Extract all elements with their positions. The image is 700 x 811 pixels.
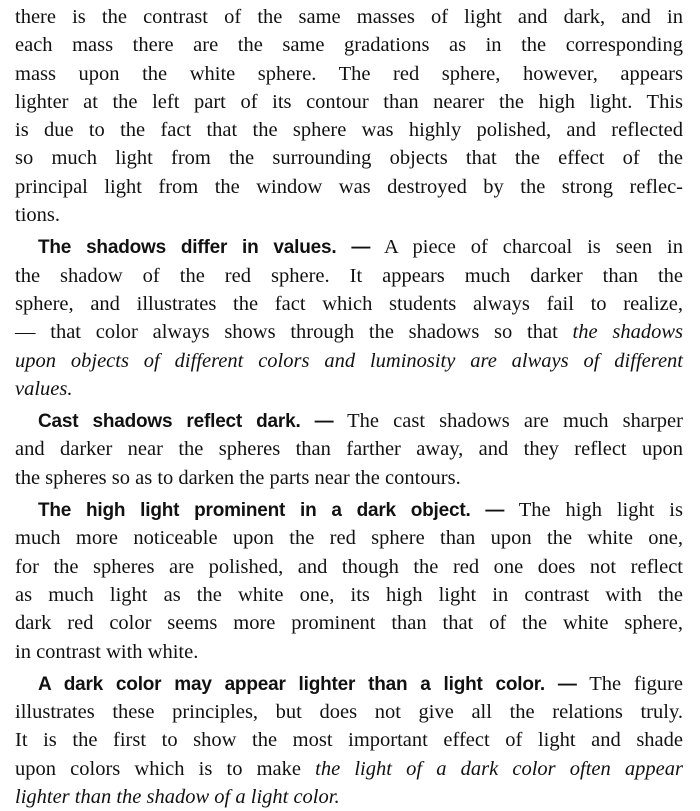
emphasis-line: upon objects of different colors and luminosity are always of different [15, 349, 683, 372]
section-heading: The high light prominent in a dark object. — [38, 500, 505, 522]
emphasis-text: the shadows [572, 321, 683, 344]
text-line: for the spheres are polished, and though the red one does not reflect [15, 555, 683, 578]
text-line [15, 496, 683, 524]
text-line: illustrates these principles, but does not give all the relations truly. [15, 701, 683, 724]
text-line: each mass there are the same gradations as in the corresponding [15, 34, 683, 57]
section-heading: Cast shadows reflect dark. — [38, 411, 334, 433]
text-line: principal light from the window was destroyed by the strong reflec- [15, 175, 683, 198]
text-line: as much light as the white one, its high light in contrast with the [15, 583, 683, 606]
text-line: so much light from the surrounding objects that the effect of the [15, 147, 683, 170]
text-run: The high light is [504, 499, 683, 522]
paragraph-cast-shadows [15, 407, 683, 492]
section-heading: The shadows differ in values. — [38, 237, 371, 259]
text-line [15, 233, 683, 261]
text-run: A piece of charcoal is seen in [370, 236, 683, 259]
emphasis-line: lighter than the shadow of a light color. [15, 786, 340, 809]
text-line: and darker near the spheres than farther away, and they reflect upon [15, 438, 683, 461]
text-run: The cast shadows are much sharper [333, 410, 683, 433]
text-run: — that color always shows through the shadows so that [15, 321, 573, 344]
text-line: much more noticeable upon the red sphere than upon the white one, [15, 527, 683, 550]
text-line: sphere, and illustrates the fact which students always fail to realize, [15, 292, 683, 315]
text-line: tions. [15, 204, 60, 227]
text-line: in contrast with white. [15, 640, 199, 663]
paragraph-high-light [15, 496, 683, 666]
text-line: dark red color seems more prominent than that of the white sphere, [15, 612, 683, 635]
text-line [15, 318, 683, 346]
text-run: upon colors which is to make [15, 757, 316, 780]
section-heading: A dark color may appear lighter than a light color. — [38, 673, 577, 695]
paragraph-dark-color [15, 670, 683, 811]
document-page [15, 3, 683, 811]
text-line [15, 755, 683, 783]
text-run: The figure [576, 672, 683, 695]
emphasis-text: the light of a dark color often appear [315, 757, 683, 780]
text-line [15, 407, 683, 435]
text-line: is due to the fact that the sphere was highly polished, and reflected [15, 119, 683, 142]
text-line: the spheres so as to darken the parts near the contours. [15, 466, 461, 489]
text-line: mass upon the white sphere. The red sphere, however, appears [15, 62, 683, 85]
text-line: there is the contrast of the same masses of light and dark, and in [15, 6, 683, 28]
text-line: It is the first to show the most important effect of light and shade [15, 729, 683, 752]
emphasis-line: values. [15, 377, 73, 400]
paragraph-continuation [15, 3, 683, 229]
text-line [15, 670, 683, 698]
text-line: lighter at the left part of its contour than nearer the high light. This [15, 90, 683, 113]
paragraph-shadows-differ [15, 233, 683, 403]
text-line: the shadow of the red sphere. It appears much darker than the [15, 264, 683, 287]
